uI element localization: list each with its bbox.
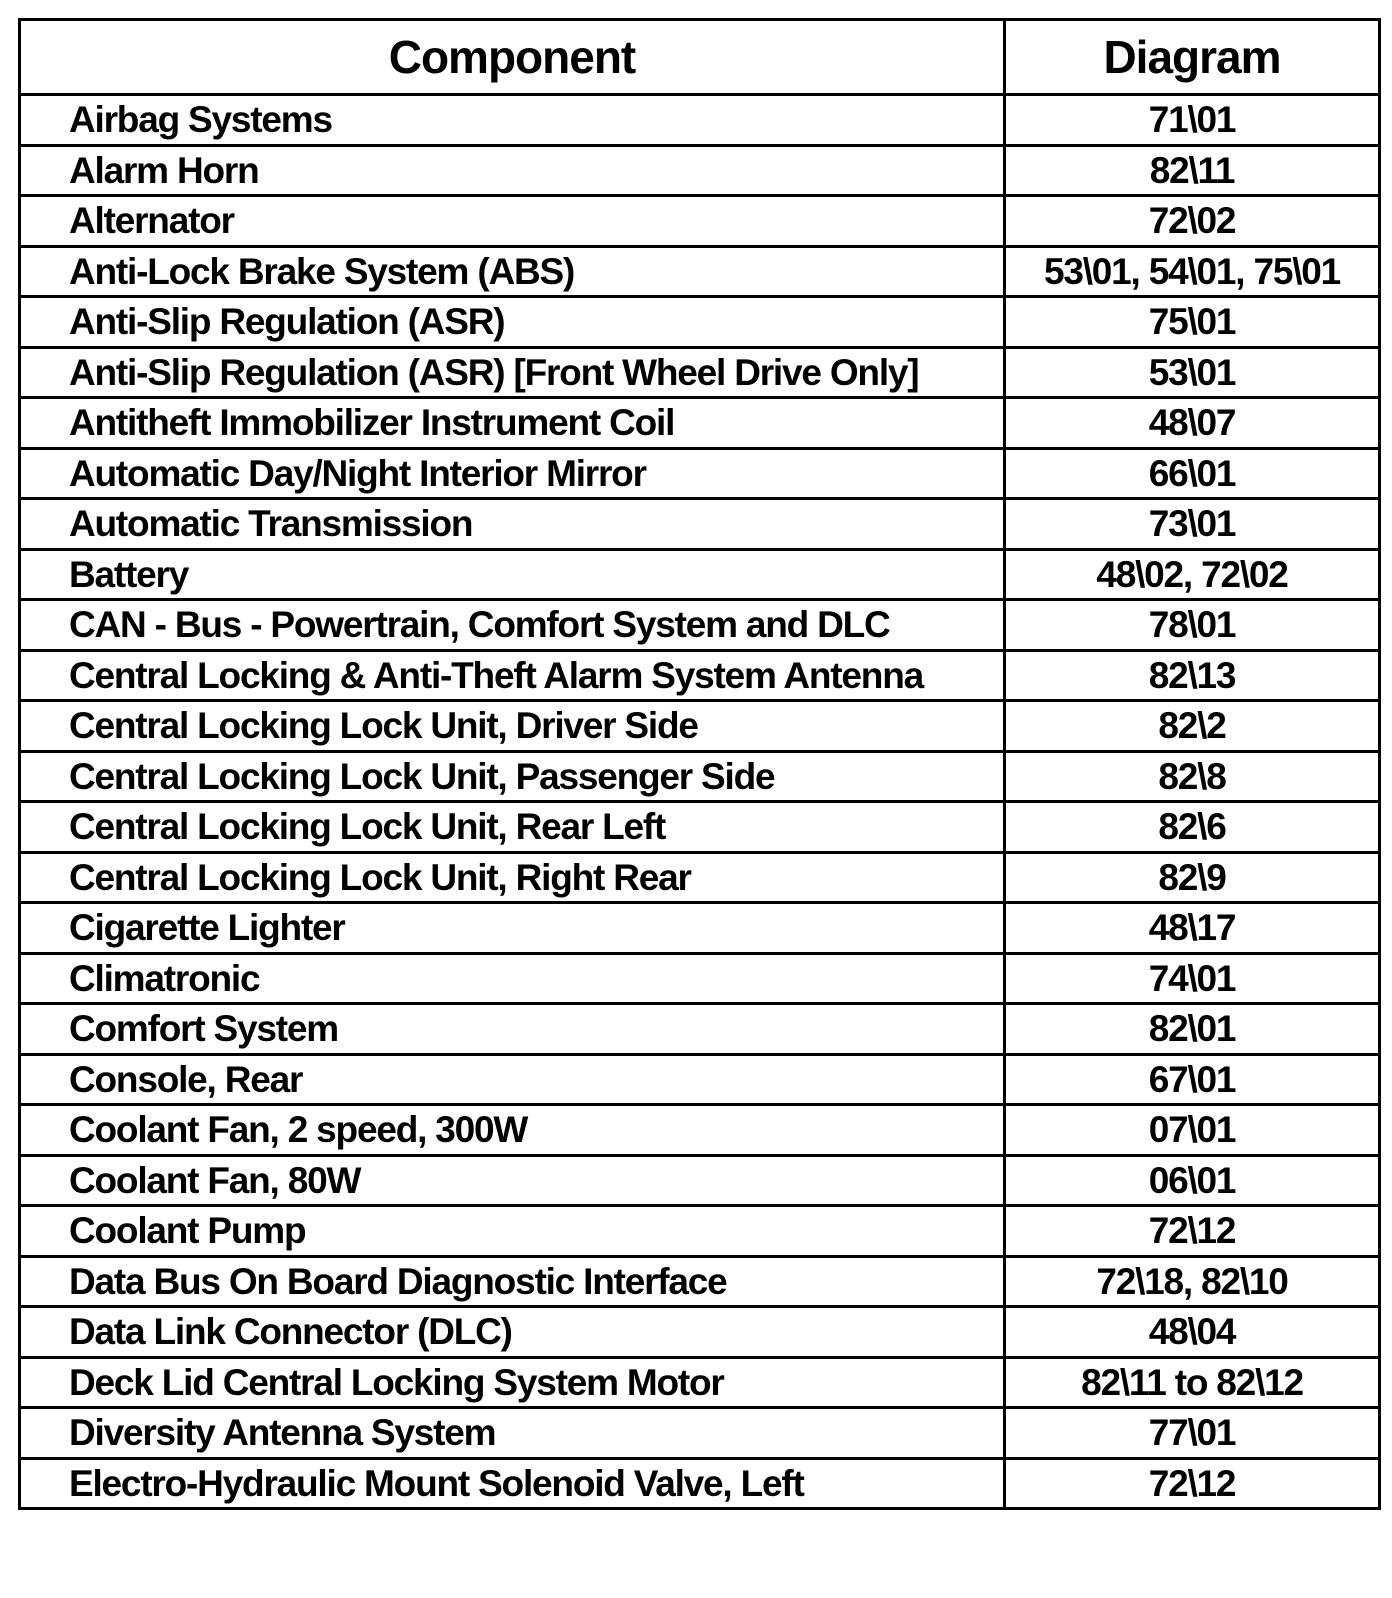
table-row [20, 1155, 1380, 1206]
component-cell: Antitheft Immobilizer Instrument Coil [20, 398, 1005, 449]
table-row [20, 1206, 1380, 1257]
component-cell: Central Locking Lock Unit, Driver Side [20, 701, 1005, 752]
table-row [20, 196, 1380, 247]
component-cell: Automatic Transmission [20, 499, 1005, 550]
table-row [20, 953, 1380, 1004]
table-row [20, 802, 1380, 853]
diagram-cell: 82\9 [1005, 852, 1380, 903]
diagram-cell: 72\12 [1005, 1206, 1380, 1257]
table-row [20, 1256, 1380, 1307]
component-cell: Anti-Slip Regulation (ASR) [20, 297, 1005, 348]
component-cell: Electro-Hydraulic Mount Solenoid Valve, Left [20, 1458, 1005, 1509]
diagram-cell: 07\01 [1005, 1105, 1380, 1156]
component-cell: Coolant Pump [20, 1206, 1005, 1257]
table-row [20, 1408, 1380, 1459]
table-row [20, 1357, 1380, 1408]
table-row [20, 1105, 1380, 1156]
component-cell: Anti-Slip Regulation (ASR) [Front Wheel Drive Only] [20, 347, 1005, 398]
diagram-cell: 72\12 [1005, 1458, 1380, 1509]
table-row [20, 448, 1380, 499]
component-cell: Alternator [20, 196, 1005, 247]
component-cell: Central Locking Lock Unit, Rear Left [20, 802, 1005, 853]
component-cell: CAN - Bus - Powertrain, Comfort System and DLC [20, 600, 1005, 651]
table-row [20, 297, 1380, 348]
table-row [20, 650, 1380, 701]
component-diagram-table [18, 18, 1381, 1510]
diagram-cell: 82\01 [1005, 1004, 1380, 1055]
diagram-cell: 66\01 [1005, 448, 1380, 499]
component-cell: Diversity Antenna System [20, 1408, 1005, 1459]
component-diagram-table-container [18, 18, 1378, 1510]
diagram-cell: 82\2 [1005, 701, 1380, 752]
diagram-cell: 48\17 [1005, 903, 1380, 954]
table-row [20, 852, 1380, 903]
component-cell: Central Locking Lock Unit, Right Rear [20, 852, 1005, 903]
diagram-cell: 82\13 [1005, 650, 1380, 701]
diagram-cell: 82\11 to 82\12 [1005, 1357, 1380, 1408]
component-cell: Comfort System [20, 1004, 1005, 1055]
component-cell: Battery [20, 549, 1005, 600]
table-row [20, 347, 1380, 398]
table-row [20, 499, 1380, 550]
diagram-cell: 82\6 [1005, 802, 1380, 853]
table-row [20, 903, 1380, 954]
diagram-column-header: Diagram [1005, 20, 1380, 95]
diagram-cell: 53\01, 54\01, 75\01 [1005, 246, 1380, 297]
table-row [20, 1458, 1380, 1509]
component-cell: Coolant Fan, 2 speed, 300W [20, 1105, 1005, 1156]
table-row [20, 1307, 1380, 1358]
diagram-cell: 74\01 [1005, 953, 1380, 1004]
component-cell: Console, Rear [20, 1054, 1005, 1105]
diagram-cell: 73\01 [1005, 499, 1380, 550]
component-cell: Deck Lid Central Locking System Motor [20, 1357, 1005, 1408]
diagram-cell: 82\8 [1005, 751, 1380, 802]
diagram-cell: 72\02 [1005, 196, 1380, 247]
table-row [20, 549, 1380, 600]
diagram-cell: 71\01 [1005, 95, 1380, 146]
diagram-cell: 48\02, 72\02 [1005, 549, 1380, 600]
component-cell: Alarm Horn [20, 145, 1005, 196]
component-cell: Climatronic [20, 953, 1005, 1004]
diagram-cell: 77\01 [1005, 1408, 1380, 1459]
component-cell: Anti-Lock Brake System (ABS) [20, 246, 1005, 297]
component-cell: Central Locking Lock Unit, Passenger Side [20, 751, 1005, 802]
diagram-cell: 48\07 [1005, 398, 1380, 449]
table-row [20, 145, 1380, 196]
table-row [20, 1054, 1380, 1105]
table-row [20, 246, 1380, 297]
component-cell: Data Bus On Board Diagnostic Interface [20, 1256, 1005, 1307]
table-row [20, 600, 1380, 651]
diagram-cell: 06\01 [1005, 1155, 1380, 1206]
component-cell: Central Locking & Anti-Theft Alarm System Antenna [20, 650, 1005, 701]
diagram-cell: 48\04 [1005, 1307, 1380, 1358]
component-cell: Cigarette Lighter [20, 903, 1005, 954]
table-row [20, 751, 1380, 802]
table-row [20, 701, 1380, 752]
diagram-cell: 82\11 [1005, 145, 1380, 196]
component-cell: Coolant Fan, 80W [20, 1155, 1005, 1206]
diagram-cell: 67\01 [1005, 1054, 1380, 1105]
diagram-cell: 75\01 [1005, 297, 1380, 348]
table-row [20, 398, 1380, 449]
component-cell: Airbag Systems [20, 95, 1005, 146]
diagram-cell: 72\18, 82\10 [1005, 1256, 1380, 1307]
diagram-cell: 53\01 [1005, 347, 1380, 398]
table-row [20, 1004, 1380, 1055]
component-cell: Data Link Connector (DLC) [20, 1307, 1005, 1358]
table-row [20, 95, 1380, 146]
component-column-header: Component [20, 20, 1005, 95]
component-cell: Automatic Day/Night Interior Mirror [20, 448, 1005, 499]
diagram-cell: 78\01 [1005, 600, 1380, 651]
table-body [20, 95, 1380, 1509]
table-header-row [20, 20, 1380, 95]
